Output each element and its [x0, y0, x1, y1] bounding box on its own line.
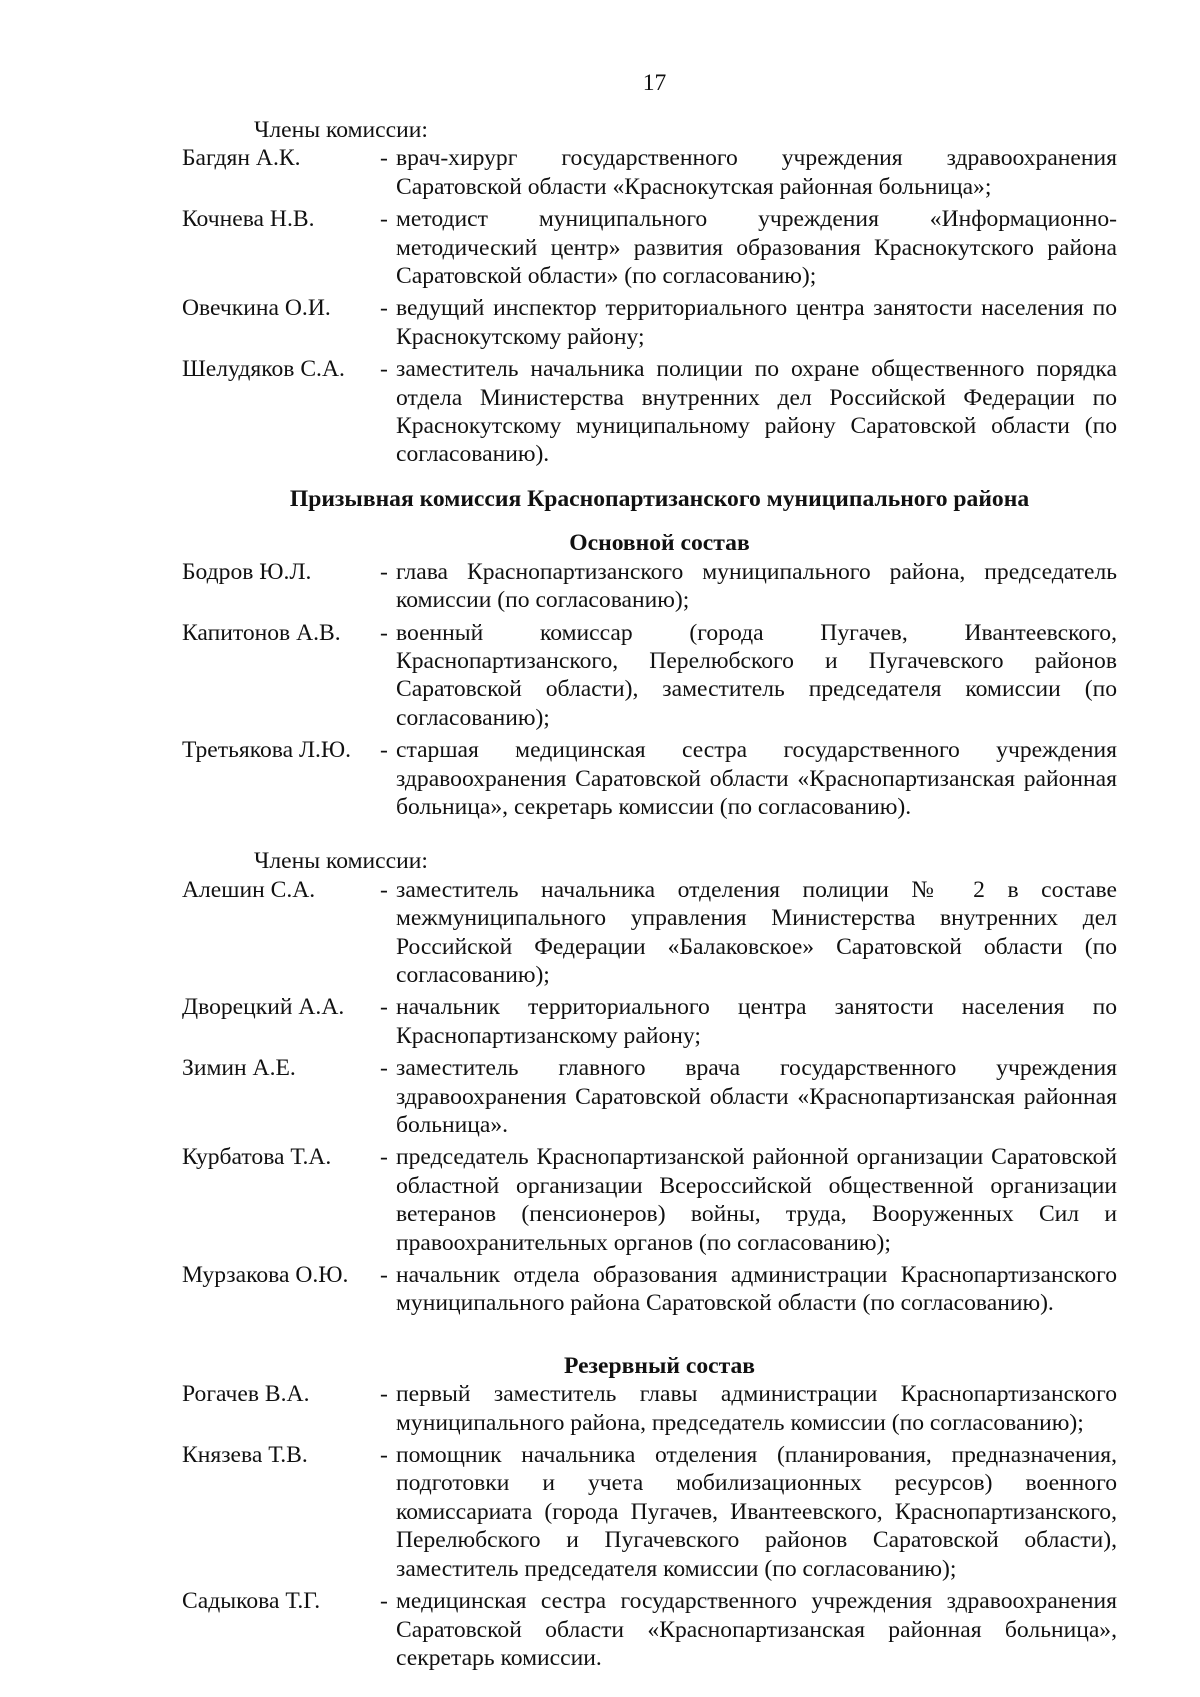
- member-list: [182, 144, 1117, 468]
- member-position: ведущий инспектор территориального центра занятости населения по Краснокутскому району;: [396, 295, 1117, 350]
- page-number: 17: [642, 70, 667, 96]
- main-composition-list: [182, 558, 1117, 822]
- list-item: [182, 1587, 1117, 1672]
- member-name: Овечкина О.И.: [182, 295, 331, 322]
- member-position: медицинская сестра государственного учреждения здравоохранения Саратовской области «Краснопартизанская районная больница», секретарь комиссии.: [396, 1588, 1117, 1671]
- list-item: [182, 1054, 1117, 1139]
- page-content: [182, 66, 1117, 1672]
- dash: -: [380, 1055, 388, 1082]
- reserve-composition-title: Резервный состав: [563, 1352, 756, 1379]
- list-item: [182, 144, 1117, 201]
- list-item: [182, 558, 1117, 615]
- member-position: начальник отдела образования администрации Краснопартизанского муниципального района Саратовской области (по согласованию).: [396, 1262, 1117, 1317]
- member-name: Мурзакова О.Ю.: [182, 1262, 349, 1289]
- member-position: председатель Краснопартизанской районной организации Саратовской областной организации Всероссийской общественной организации ветеранов (пенсионеров) войны, труда, Вооруженных Сил и правоохранительных органов (по согласованию);: [396, 1144, 1117, 1256]
- member-position: глава Краснопартизанского муниципального района, председатель комиссии (по согласованию);: [396, 558, 1117, 614]
- dash: -: [380, 619, 388, 646]
- member-name: Кочнева Н.В.: [182, 206, 315, 233]
- list-item: [182, 736, 1117, 821]
- member-name: Садыкова Т.Г.: [182, 1588, 321, 1615]
- dash: -: [380, 1144, 388, 1171]
- members-label: Члены комиссии:: [254, 117, 428, 143]
- member-position: заместитель начальника отделения полиции № 2 в составе межмуниципального управления Министерства внутренних дел Российской Федерации «Балаковское» Саратовской области (по согласованию);: [396, 876, 1117, 988]
- main-composition-title: Основной состав: [569, 530, 750, 557]
- member-position: первый заместитель главы администрации Краснопартизанского муниципального района, председатель комиссии (по согласованию);: [396, 1381, 1117, 1436]
- member-position: врач-хирург государственного учреждения здравоохранения Саратовской области «Краснокутская районная больница»;: [396, 145, 1117, 200]
- dash: -: [380, 145, 388, 172]
- main-members-list: [182, 876, 1117, 1318]
- member-position: старшая медицинская сестра государственного учреждения здравоохранения Саратовской области «Краснопартизанская районная больница», секретарь комиссии (по согласованию).: [396, 737, 1117, 820]
- list-item: [182, 876, 1117, 990]
- dash: -: [380, 1262, 388, 1289]
- member-name: Бодров Ю.Л.: [182, 558, 312, 585]
- list-item: [182, 294, 1117, 351]
- spacer: [182, 821, 1117, 847]
- member-position: заместитель начальника полиции по охране общественного порядка отдела Министерства внутренних дел Российской Федерации по Краснокутскому муниципальному району Саратовской области (по согласованию).: [396, 356, 1117, 468]
- member-name: Алешин С.А.: [182, 876, 316, 903]
- list-item: [182, 1380, 1117, 1437]
- dash: -: [380, 356, 388, 383]
- commission-title: Призывная комиссия Краснопартизанского муниципального района: [289, 485, 1030, 512]
- list-item: [182, 1261, 1117, 1318]
- members-label: Члены комиссии:: [254, 848, 428, 875]
- member-name: Рогачев В.А.: [182, 1381, 310, 1408]
- dash: -: [380, 994, 388, 1021]
- member-position: методист муниципального учреждения «Информационно-методический центр» развития образования Краснокутского района Саратовской области» (по согласованию);: [396, 206, 1117, 290]
- list-item: [182, 355, 1117, 469]
- reserve-composition-list: [182, 1380, 1117, 1672]
- list-item: [182, 205, 1117, 290]
- dash: -: [380, 1442, 388, 1469]
- member-name: Князева Т.В.: [182, 1442, 308, 1469]
- member-name: Капитонов А.В.: [182, 619, 341, 646]
- member-name: Зимин А.Е.: [182, 1055, 296, 1082]
- member-position: военный комиссар (города Пугачев, Ивантеевского, Краснопартизанского, Перелюбского и Пугачевского районов Саратовской области), заместитель председателя комиссии (по согласованию);: [396, 619, 1117, 731]
- dash: -: [380, 737, 388, 764]
- member-position: начальник территориального центра занятости населения по Краснопартизанскому району;: [396, 994, 1117, 1049]
- dash: -: [380, 558, 388, 585]
- list-item: [182, 1441, 1117, 1583]
- dash: -: [380, 206, 388, 233]
- member-name: Третьякова Л.Ю.: [182, 737, 352, 764]
- member-name: Дворецкий А.А.: [182, 994, 345, 1021]
- list-item: [182, 619, 1117, 733]
- member-name: Багдян А.К.: [182, 145, 301, 172]
- dash: -: [380, 1381, 388, 1408]
- member-name: Курбатова Т.А.: [182, 1144, 332, 1171]
- member-position: заместитель главного врача государственного учреждения здравоохранения Саратовской области «Краснопартизанская районная больница».: [396, 1055, 1117, 1138]
- spacer: [182, 1318, 1117, 1352]
- member-name: Шелудяков С.А.: [182, 356, 345, 383]
- dash: -: [380, 295, 388, 322]
- member-position: помощник начальника отделения (планирования, предназначения, подготовки и учета мобилизационных ресурсов) военного комиссариата (города Пугачев, Ивантеевского, Краснопартизанского, Перелюбского и Пугачевского районов Саратовской области), заместитель председателя комиссии (по согласованию);: [396, 1442, 1117, 1582]
- dash: -: [380, 876, 388, 903]
- list-item: [182, 1143, 1117, 1257]
- dash: -: [380, 1588, 388, 1615]
- list-item: [182, 993, 1117, 1050]
